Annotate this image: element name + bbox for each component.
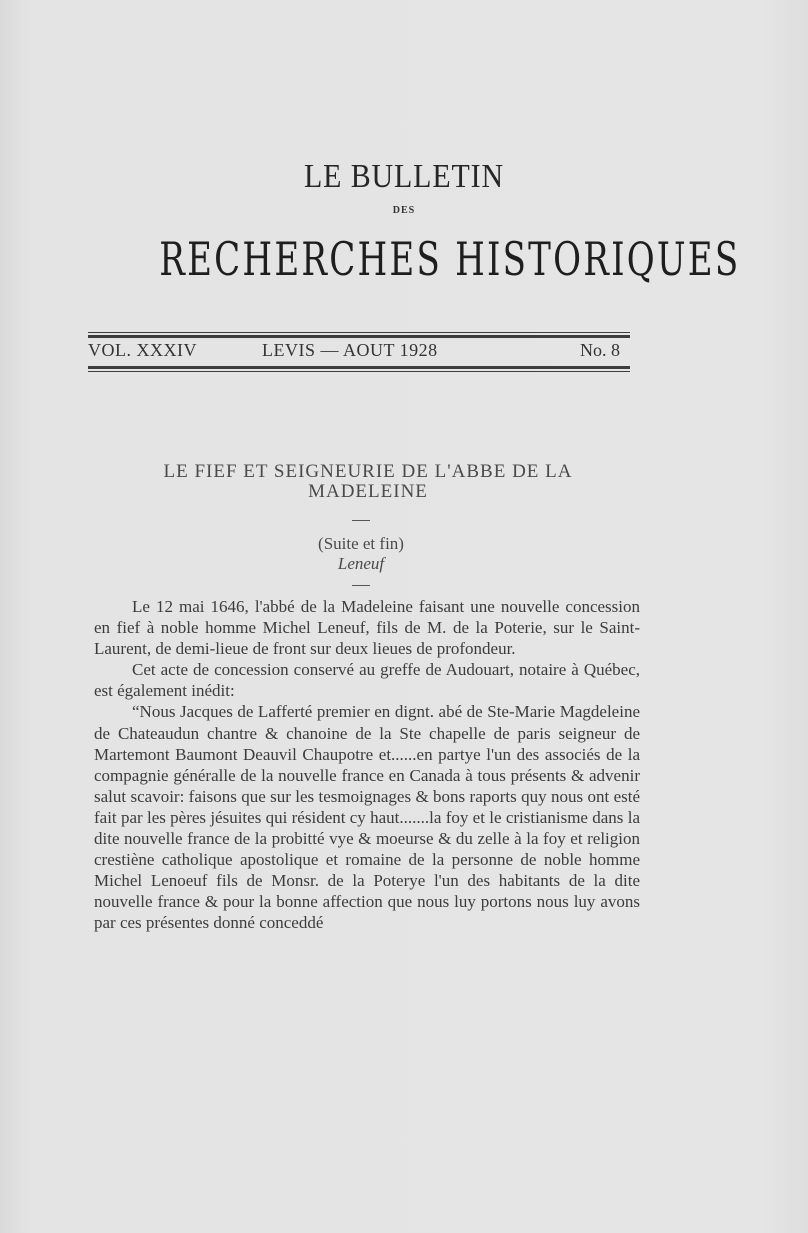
article-title-line-2: MADELEINE xyxy=(308,481,428,502)
header-rule-bottom-thick xyxy=(88,366,630,369)
header-rule-bottom-thin xyxy=(88,371,630,372)
issue-info-line xyxy=(88,340,630,364)
journal-title: LE BULLETIN xyxy=(304,158,504,195)
issue-number: No. 8 xyxy=(580,340,620,360)
article-continuation: (Suite et fin) xyxy=(318,534,404,553)
article-title-line-1: LE FIEF ET SEIGNEURIE DE L'ABBE DE LA xyxy=(163,461,573,482)
paragraph: “Nous Jacques de Lafferté premier en dignt. abé de Ste-Marie Magdeleine de Chateaudun chantre & chanoine de la Ste chapelle de paris seigneur de Martemont Baumont Deauvil Chaupotre et......en partye l'un des associés de la compagnie généralle de la nouvelle france en Canada à tous présents & advenir salut scavoir: faisons que sur les tesmoignages & bons raports quy nous ont esté fait par les pères jésuites qui résident cy haut.......la foy et le cristianisme dans la dite nouvelle france de la probitté vye & moeurse & du zelle à la foy et religion crestiène catholique apostolique et romaine de la personne de noble homme Michel Lenoeuf fils de Monsr. de la Poterye l'un des habitants de la dite nouvelle france & pour la bonne affection que nous luy portons nous luy avons par ces présentes donné conceddé xyxy=(94,702,640,933)
article-title xyxy=(88,462,648,502)
volume-number: VOL. XXXIV xyxy=(88,340,197,360)
journal-subtitle: RECHERCHES HISTORIQUES xyxy=(159,232,741,286)
header-rule-top-thin xyxy=(88,332,630,333)
journal-title-connector: DES xyxy=(392,205,416,216)
issue-place-date: LEVIS — AOUT 1928 xyxy=(262,340,438,360)
section-heading: Leneuf xyxy=(337,554,385,573)
separator-dash xyxy=(352,520,370,521)
header-rule-top-thick xyxy=(88,335,630,338)
separator-dash xyxy=(352,585,370,586)
article-body xyxy=(94,596,640,934)
paragraph: Cet acte de concession conservé au greffe de Audouart, notaire à Québec, est également inédit: xyxy=(94,660,640,701)
paragraph: Le 12 mai 1646, l'abbé de la Madeleine faisant une nouvelle concession en fief à noble homme Michel Leneuf, fils de M. de la Poterie, sur le Saint-Laurent, de demi-lieue de front sur deux lieues de profondeur. xyxy=(94,597,640,659)
